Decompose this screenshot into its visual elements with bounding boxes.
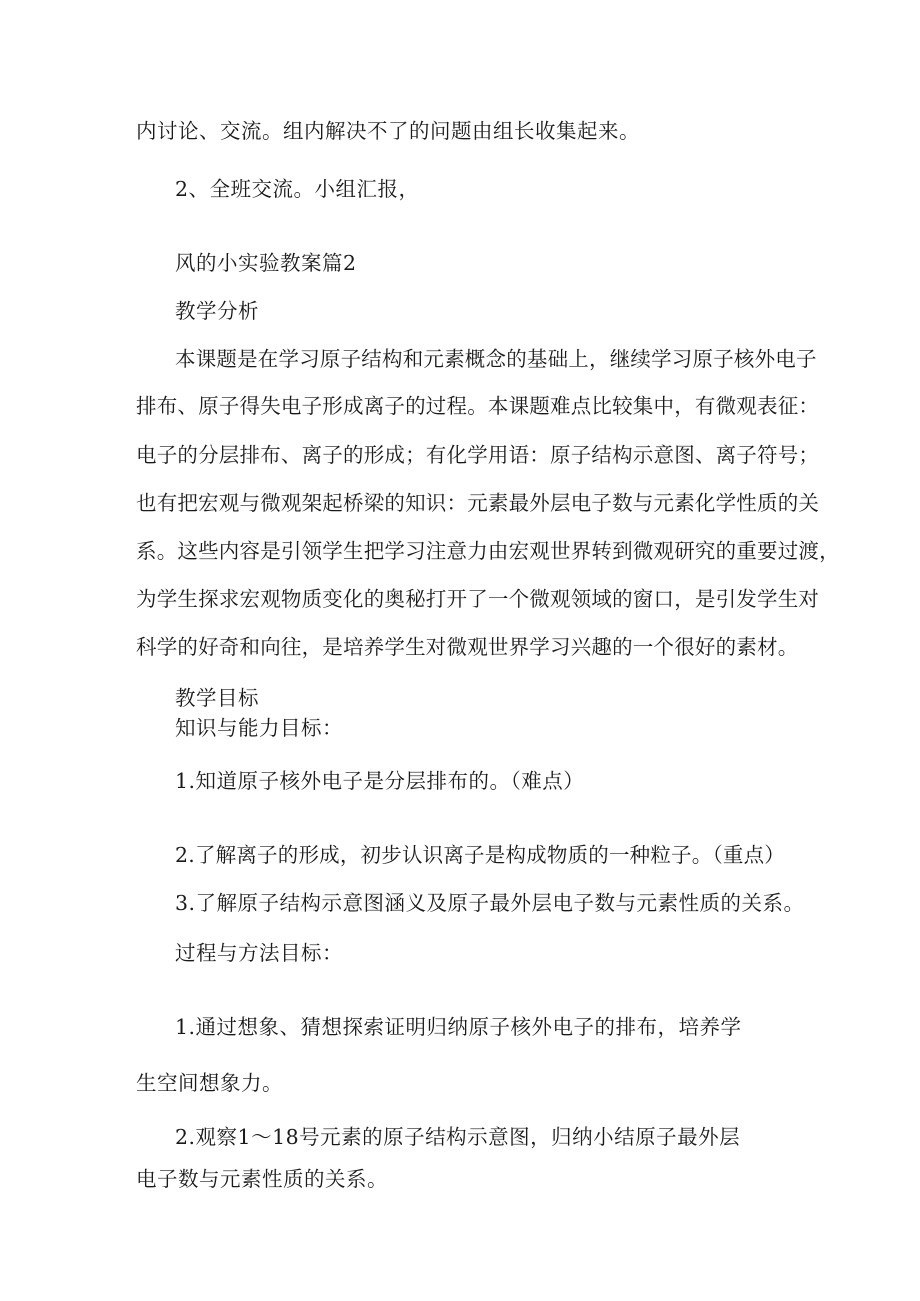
paragraph-line: 本课题是在学习原子结构和元素概念的基础上，继续学习原子核外电子 bbox=[175, 347, 817, 371]
paragraph-line: 也有把宏观与微观架起桥梁的知识：元素最外层电子数与元素化学性质的关 bbox=[136, 491, 820, 515]
list-item: 1.知道原子核外电子是分层排布的。（难点） bbox=[175, 769, 585, 793]
subsection-heading: 知识与能力目标： bbox=[175, 716, 343, 740]
paragraph-line: 电子的分层排布、离子的形成；有化学用语：原子结构示意图、离子符号； bbox=[136, 443, 820, 467]
list-item: 2.了解离子的形成，初步认识离子是构成物质的一种粒子。（重点） bbox=[175, 843, 786, 867]
subsection-heading: 过程与方法目标： bbox=[175, 941, 343, 965]
paragraph-line: 电子数与元素性质的关系。 bbox=[136, 1167, 388, 1191]
paragraph-line: 科学的好奇和向往，是培养学生对微观世界学习兴趣的一个很好的素材。 bbox=[136, 635, 799, 659]
list-item: 2.观察1～18号元素的原子结构示意图，归纳小结原子最外层 bbox=[175, 1125, 741, 1149]
paragraph-line: 排布、原子得失电子形成离子的过程。本课题难点比较集中，有微观表征： bbox=[136, 394, 820, 418]
section-heading: 风的小实验教案篇2 bbox=[175, 251, 357, 275]
paragraph-line: 内讨论、交流。组内解决不了的问题由组长收集起来。 bbox=[136, 119, 640, 143]
paragraph-line: 为学生探求宏观物质变化的奥秘打开了一个微观领域的窗口，是引发学生对 bbox=[136, 587, 820, 611]
list-item: 2、全班交流。小组汇报， bbox=[175, 177, 420, 201]
list-item: 1.通过想象、猜想探索证明归纳原子核外电子的排布，培养学 bbox=[175, 1015, 742, 1039]
subsection-heading: 教学目标 bbox=[175, 686, 259, 710]
paragraph-line: 生空间想象力。 bbox=[136, 1071, 283, 1095]
paragraph-line: 系。这些内容是引领学生把学习注意力由宏观世界转到微观研究的重要过渡， bbox=[136, 539, 840, 563]
list-item: 3.了解原子结构示意图涵义及原子最外层电子数与元素性质的关系。 bbox=[175, 891, 805, 915]
subsection-heading: 教学分析 bbox=[175, 299, 259, 323]
